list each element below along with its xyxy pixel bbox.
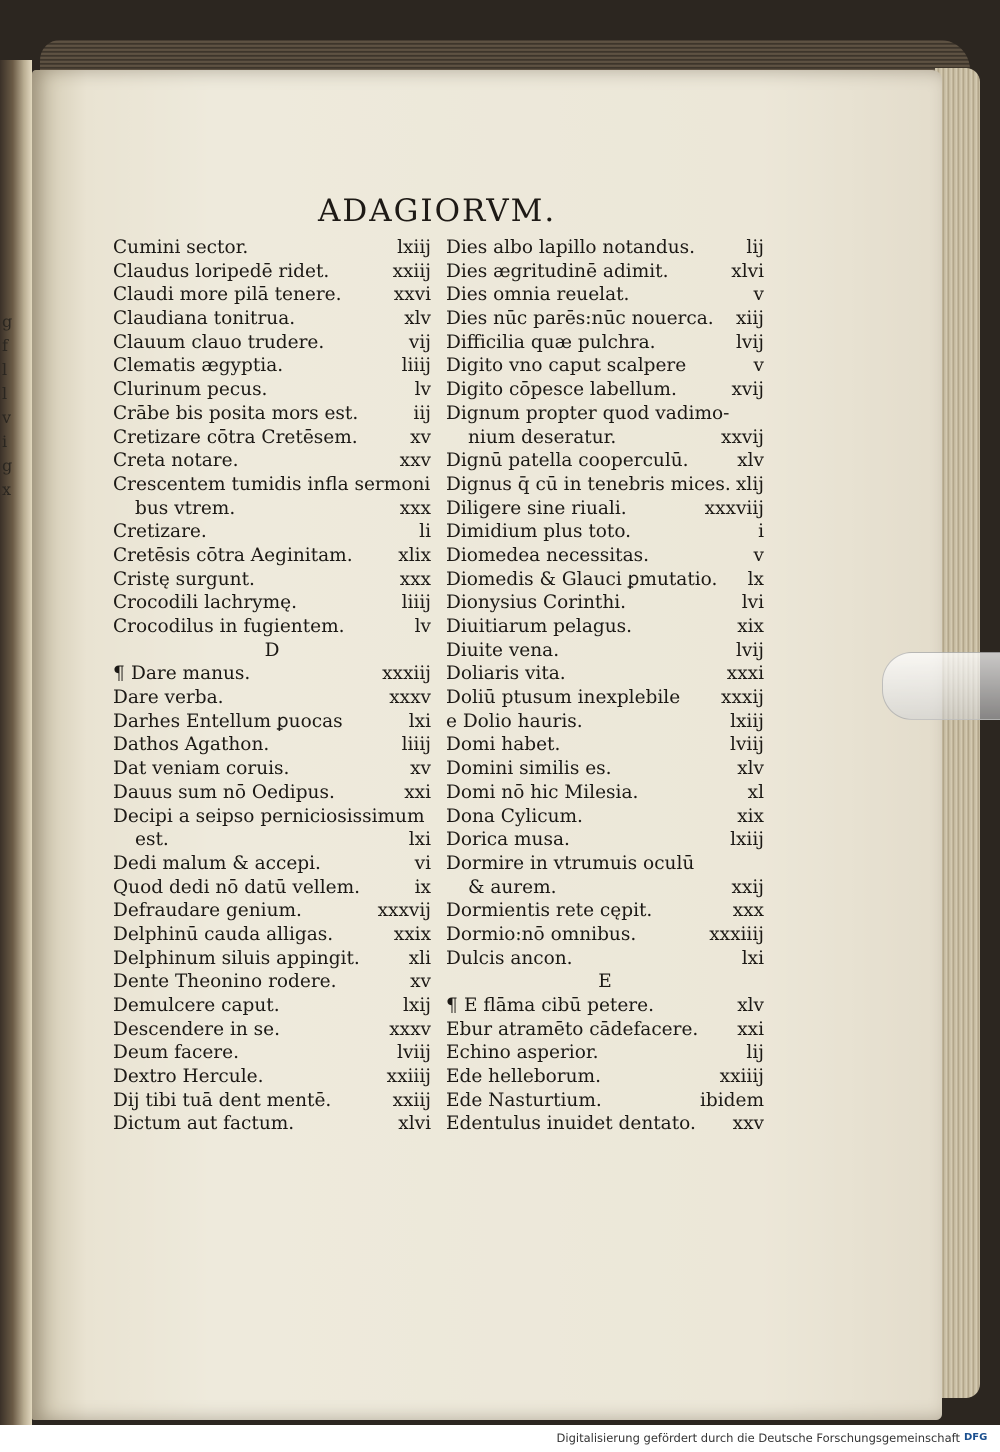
entry-reference-numeral: lxiij	[397, 237, 431, 258]
entry-reference-numeral: xlix	[398, 544, 431, 566]
index-entry	[446, 852, 764, 876]
index-entry	[113, 378, 431, 402]
index-entry	[113, 1018, 431, 1042]
entry-reference-numeral: xlv	[737, 450, 764, 472]
index-entry	[113, 710, 431, 734]
entry-text: Dormire in vtrumuis oculū	[446, 852, 695, 874]
entry-text: Dare manus.	[131, 663, 251, 685]
entry-text: Echino asperior.	[446, 1042, 599, 1064]
entry-reference-numeral: lxiij	[730, 829, 764, 851]
entry-reference-numeral: iij	[413, 402, 431, 424]
entry-text: Crescentem tumidis infla sermoni	[113, 473, 431, 495]
entry-reference-numeral: xxvij	[721, 426, 764, 448]
index-entry	[446, 899, 764, 923]
entry-reference-numeral: xvij	[731, 379, 764, 401]
entry-reference-numeral: xxxij	[721, 687, 764, 709]
entry-text: Edentulus inuidet dentato.	[446, 1113, 696, 1135]
entry-reference-numeral: xxiij	[392, 260, 431, 282]
entry-reference-numeral: lvij	[735, 639, 764, 661]
entry-text: Claudi more pilā tenere.	[113, 284, 342, 306]
entry-reference-numeral: xlvi	[731, 260, 764, 282]
index-entry	[446, 947, 764, 971]
entry-reference-numeral: lxi	[408, 710, 431, 732]
entry-reference-numeral: xxxi	[726, 663, 764, 685]
entry-text: Digito vno caput scalpere	[446, 355, 687, 377]
index-entry	[446, 1089, 764, 1113]
entry-text: Diuite vena.	[446, 639, 560, 661]
index-entry	[446, 615, 764, 639]
entry-text: Dona Cylicum.	[446, 805, 583, 827]
entry-text: Quod dedi nō datū vellem.	[113, 876, 361, 898]
entry-reference-numeral: lv	[414, 616, 431, 637]
facing-page-edge	[0, 60, 32, 1425]
index-entry	[113, 639, 431, 663]
entry-text: Domi nō hic Milesia.	[446, 781, 639, 803]
footer-bar	[0, 1425, 1000, 1452]
index-entry	[446, 236, 764, 260]
entry-text: Dies nūc parēs:nūc nouerca.	[446, 308, 714, 330]
entry-reference-numeral: v	[753, 544, 764, 566]
index-entry	[446, 1065, 764, 1089]
entry-text: bus vtrem.	[135, 497, 236, 519]
entry-text: Domi habet.	[446, 734, 561, 756]
entry-reference-numeral: xxiij	[392, 1089, 431, 1111]
index-entry	[113, 781, 431, 805]
index-column-right	[446, 236, 764, 1136]
entry-reference-numeral: xxxv	[389, 1018, 431, 1040]
entry-reference-numeral: xxx	[732, 900, 764, 922]
index-entry	[446, 307, 764, 331]
index-entry	[113, 757, 431, 781]
entry-text: Cretizare.	[113, 521, 207, 543]
index-entry	[113, 923, 431, 947]
entry-reference-numeral: xv	[410, 971, 431, 993]
entry-reference-numeral: xxiiij	[719, 1066, 764, 1088]
entry-text: Dies omnia reuelat.	[446, 284, 630, 306]
index-entry	[446, 876, 764, 900]
pilcrow-mark: ¶	[446, 995, 458, 1016]
index-entry	[113, 307, 431, 331]
entry-text: Diligere sine riuali.	[446, 497, 627, 519]
entry-text: Darhes Entellum ꝑuocas	[113, 710, 343, 732]
entry-reference-numeral: xxv	[732, 1113, 764, 1135]
entry-reference-numeral: lvij	[735, 331, 764, 353]
index-entry	[113, 426, 431, 450]
entry-reference-numeral: liiij	[401, 734, 431, 756]
entry-text: Dathos Agathon.	[113, 734, 270, 756]
entry-reference-numeral: xlvi	[398, 1113, 431, 1135]
entry-reference-numeral: lv	[414, 379, 431, 401]
index-entry	[113, 449, 431, 473]
entry-reference-numeral: lxiij	[730, 710, 764, 732]
entry-text: Cretēsis cōtra Aeginitam.	[113, 544, 353, 566]
entry-text: Dorica musa.	[446, 829, 570, 851]
index-entry	[446, 331, 764, 355]
entry-text: E flāma cibū petere.	[464, 995, 654, 1016]
entry-text: Cristę surgunt.	[113, 568, 255, 590]
entry-text: Ede helleborum.	[446, 1066, 601, 1088]
index-entry	[113, 354, 431, 378]
index-entry	[113, 260, 431, 284]
entry-reference-numeral: xlv	[737, 995, 764, 1016]
entry-text: & aurem.	[468, 876, 557, 898]
entry-reference-numeral: ix	[414, 876, 431, 898]
index-column-left	[113, 236, 431, 1136]
entry-text: Demulcere caput.	[113, 995, 280, 1016]
entry-text: Claudus loripedē ridet.	[113, 260, 330, 282]
index-entry	[113, 568, 431, 592]
index-entry	[446, 994, 764, 1018]
entry-reference-numeral: lviij	[397, 1042, 431, 1064]
index-entry	[113, 1041, 431, 1065]
index-entry	[446, 662, 764, 686]
index-entry	[113, 947, 431, 971]
entry-text: Dies ægritudinē adimit.	[446, 260, 669, 282]
index-entry	[113, 805, 431, 829]
index-entry	[446, 686, 764, 710]
entry-text: Dignū patella cooperculū.	[446, 450, 689, 472]
index-entry	[446, 828, 764, 852]
index-entry	[446, 402, 764, 426]
index-entry	[446, 283, 764, 307]
entry-reference-numeral: vij	[408, 331, 431, 353]
entry-text: Diomedea necessitas.	[446, 544, 649, 566]
entry-text: Diuitiarum pelagus.	[446, 616, 633, 637]
index-entry	[113, 876, 431, 900]
index-entry	[113, 899, 431, 923]
entry-text: Descendere in se.	[113, 1018, 280, 1040]
entry-text: Digito cōpesce labellum.	[446, 379, 677, 401]
entry-reference-numeral: xv	[410, 426, 431, 448]
entry-reference-numeral: lvi	[741, 592, 764, 614]
index-entry	[113, 615, 431, 639]
dfg-logo: DFG	[964, 1432, 988, 1443]
index-entry	[446, 568, 764, 592]
index-entry	[446, 260, 764, 284]
index-entry	[113, 994, 431, 1018]
index-entry	[113, 591, 431, 615]
entry-reference-numeral: xxix	[393, 923, 431, 945]
index-entry	[446, 544, 764, 568]
index-entry	[113, 828, 431, 852]
entry-text: Creta notare.	[113, 450, 239, 472]
index-entry	[446, 733, 764, 757]
entry-reference-numeral: v	[753, 284, 764, 306]
entry-reference-numeral: xxxiij	[382, 663, 431, 685]
entry-reference-numeral: liiij	[401, 355, 431, 377]
entry-text: Dente Theonino rodere.	[113, 971, 337, 993]
entry-text: Dat veniam coruis.	[113, 758, 290, 780]
entry-reference-numeral: lxij	[402, 995, 431, 1016]
entry-text: Delphinū cauda alligas.	[113, 923, 334, 945]
index-entry	[446, 473, 764, 497]
entry-text: Dulcis ancon.	[446, 947, 573, 969]
index-entry	[113, 686, 431, 710]
section-letter: E	[598, 971, 612, 993]
entry-text: Claudiana tonitrua.	[113, 308, 296, 330]
entry-text: Dij tibi tuā dent mentē.	[113, 1089, 332, 1111]
pilcrow-mark: ¶	[113, 663, 125, 685]
entry-text: Dignum propter quod vadimo-	[446, 402, 730, 424]
entry-text: Dionysius Corinthi.	[446, 592, 627, 614]
index-entry	[113, 497, 431, 521]
index-entry	[113, 970, 431, 994]
index-entry	[446, 497, 764, 521]
entry-reference-numeral: lviij	[730, 734, 764, 756]
index-entry	[446, 639, 764, 663]
index-entry	[113, 1065, 431, 1089]
entry-reference-numeral: xl	[747, 781, 764, 803]
index-entry	[113, 473, 431, 497]
entry-reference-numeral: xxv	[399, 450, 431, 472]
index-entry	[446, 805, 764, 829]
index-entry	[446, 426, 764, 450]
entry-text: Clematis ægyptia.	[113, 355, 284, 377]
entry-text: Defraudare genium.	[113, 900, 302, 922]
entry-reference-numeral: i	[758, 521, 764, 543]
entry-reference-numeral: lij	[746, 237, 764, 258]
entry-text: Crocodilus in fugientem.	[113, 616, 345, 637]
index-entry	[446, 1041, 764, 1065]
index-entry	[446, 710, 764, 734]
index-entry	[113, 1112, 431, 1136]
entry-text: Dormio:nō omnibus.	[446, 923, 637, 945]
index-entry	[446, 781, 764, 805]
index-entry	[446, 757, 764, 781]
entry-text: Dimidium plus toto.	[446, 521, 632, 543]
entry-reference-numeral: li	[419, 521, 431, 543]
facing-page-fragment: g f l l v i g x	[2, 312, 13, 499]
index-entry	[113, 283, 431, 307]
entry-text: Dare verba.	[113, 687, 224, 709]
index-entry	[113, 1089, 431, 1113]
entry-text: Dedi malum & accepi.	[113, 852, 321, 874]
entry-text: Cretizare cōtra Cretēsem.	[113, 426, 358, 448]
entry-reference-numeral: lxi	[741, 947, 764, 969]
entry-text: Diomedis & Glauci ꝑmutatio.	[446, 568, 718, 590]
entry-text: est.	[135, 829, 169, 851]
entry-reference-numeral: xlij	[735, 473, 764, 495]
index-entry	[113, 852, 431, 876]
entry-text: Ebur atramēto cādefacere.	[446, 1018, 699, 1040]
entry-reference-numeral: xxxv	[389, 687, 431, 709]
index-entry	[446, 1018, 764, 1042]
index-entry	[113, 402, 431, 426]
entry-text: Deum facere.	[113, 1042, 239, 1064]
entry-text: Clurinum pecus.	[113, 379, 268, 401]
entry-reference-numeral: lx	[747, 568, 764, 590]
index-entry	[113, 733, 431, 757]
page-heading: ADAGIORVM.	[318, 193, 557, 229]
index-entry	[446, 970, 764, 994]
entry-text: Doliū ptusum inexplebile	[446, 687, 681, 709]
index-entry	[446, 923, 764, 947]
entry-reference-numeral: xxi	[404, 781, 431, 803]
entry-reference-numeral: lxi	[408, 829, 431, 851]
entry-reference-numeral: xxxviij	[704, 497, 764, 519]
index-entry	[113, 544, 431, 568]
entry-reference-numeral: xxij	[731, 876, 764, 898]
entry-text: Ede Nasturtium.	[446, 1089, 602, 1111]
entry-reference-numeral: liiij	[401, 592, 431, 614]
entry-text: Dignus q̄ cū in tenebris mices.	[446, 473, 731, 495]
entry-reference-numeral: xxxvij	[377, 900, 431, 922]
entry-reference-numeral: xxx	[399, 497, 431, 519]
entry-reference-numeral: xli	[408, 947, 431, 969]
entry-text: Dormientis rete cępit.	[446, 900, 653, 922]
index-entry	[113, 236, 431, 260]
entry-text: e Dolio hauris.	[446, 710, 583, 732]
entry-text: Cumini sector.	[113, 237, 249, 258]
entry-text: Decipi a seipso perniciosissimum	[113, 805, 425, 827]
index-entry	[446, 449, 764, 473]
index-entry	[113, 662, 431, 686]
entry-reference-numeral: xxx	[399, 568, 431, 590]
entry-reference-numeral: ibidem	[699, 1089, 764, 1111]
index-entry	[446, 1112, 764, 1136]
entry-text: Dextro Hercule.	[113, 1066, 264, 1088]
entry-reference-numeral: xix	[737, 616, 764, 637]
entry-reference-numeral: lij	[746, 1042, 764, 1064]
entry-text: Dauus sum nō Oedipus.	[113, 781, 335, 803]
entry-text: Crābe bis posita mors est.	[113, 402, 359, 424]
entry-reference-numeral: xiij	[735, 308, 764, 330]
index-entry	[113, 520, 431, 544]
entry-reference-numeral: vi	[414, 852, 431, 874]
entry-reference-numeral: xxi	[737, 1018, 764, 1040]
entry-text: Doliaris vita.	[446, 663, 566, 685]
entry-text: Clauum clauo trudere.	[113, 331, 325, 353]
section-letter: D	[264, 639, 280, 661]
entry-text: Dies albo lapillo notandus.	[446, 237, 696, 258]
page-marker-strip	[882, 652, 1000, 720]
digitization-credit: Digitalisierung gefördert durch die Deutsche Forschungsgemeinschaft	[556, 1431, 960, 1445]
entry-reference-numeral: v	[753, 355, 764, 377]
entry-reference-numeral: xxiiij	[386, 1066, 431, 1088]
entry-text: Dictum aut factum.	[113, 1113, 295, 1135]
entry-reference-numeral: xxvi	[393, 284, 431, 306]
entry-text: Crocodili lachrymę.	[113, 592, 297, 614]
entry-text: nium deseratur.	[468, 426, 617, 448]
entry-text: Delphinum siluis appingit.	[113, 947, 360, 969]
entry-reference-numeral: xv	[410, 758, 431, 780]
index-entry	[446, 354, 764, 378]
index-entry	[113, 331, 431, 355]
entry-reference-numeral: xlv	[404, 308, 431, 330]
index-entry	[446, 520, 764, 544]
entry-text: Domini similis es.	[446, 758, 612, 780]
index-entry	[446, 378, 764, 402]
entry-reference-numeral: xxxiiij	[709, 923, 764, 945]
entry-reference-numeral: xlv	[737, 758, 764, 780]
index-entry	[446, 591, 764, 615]
entry-text: Difficilia quæ pulchra.	[446, 331, 656, 353]
entry-reference-numeral: xix	[737, 805, 764, 827]
